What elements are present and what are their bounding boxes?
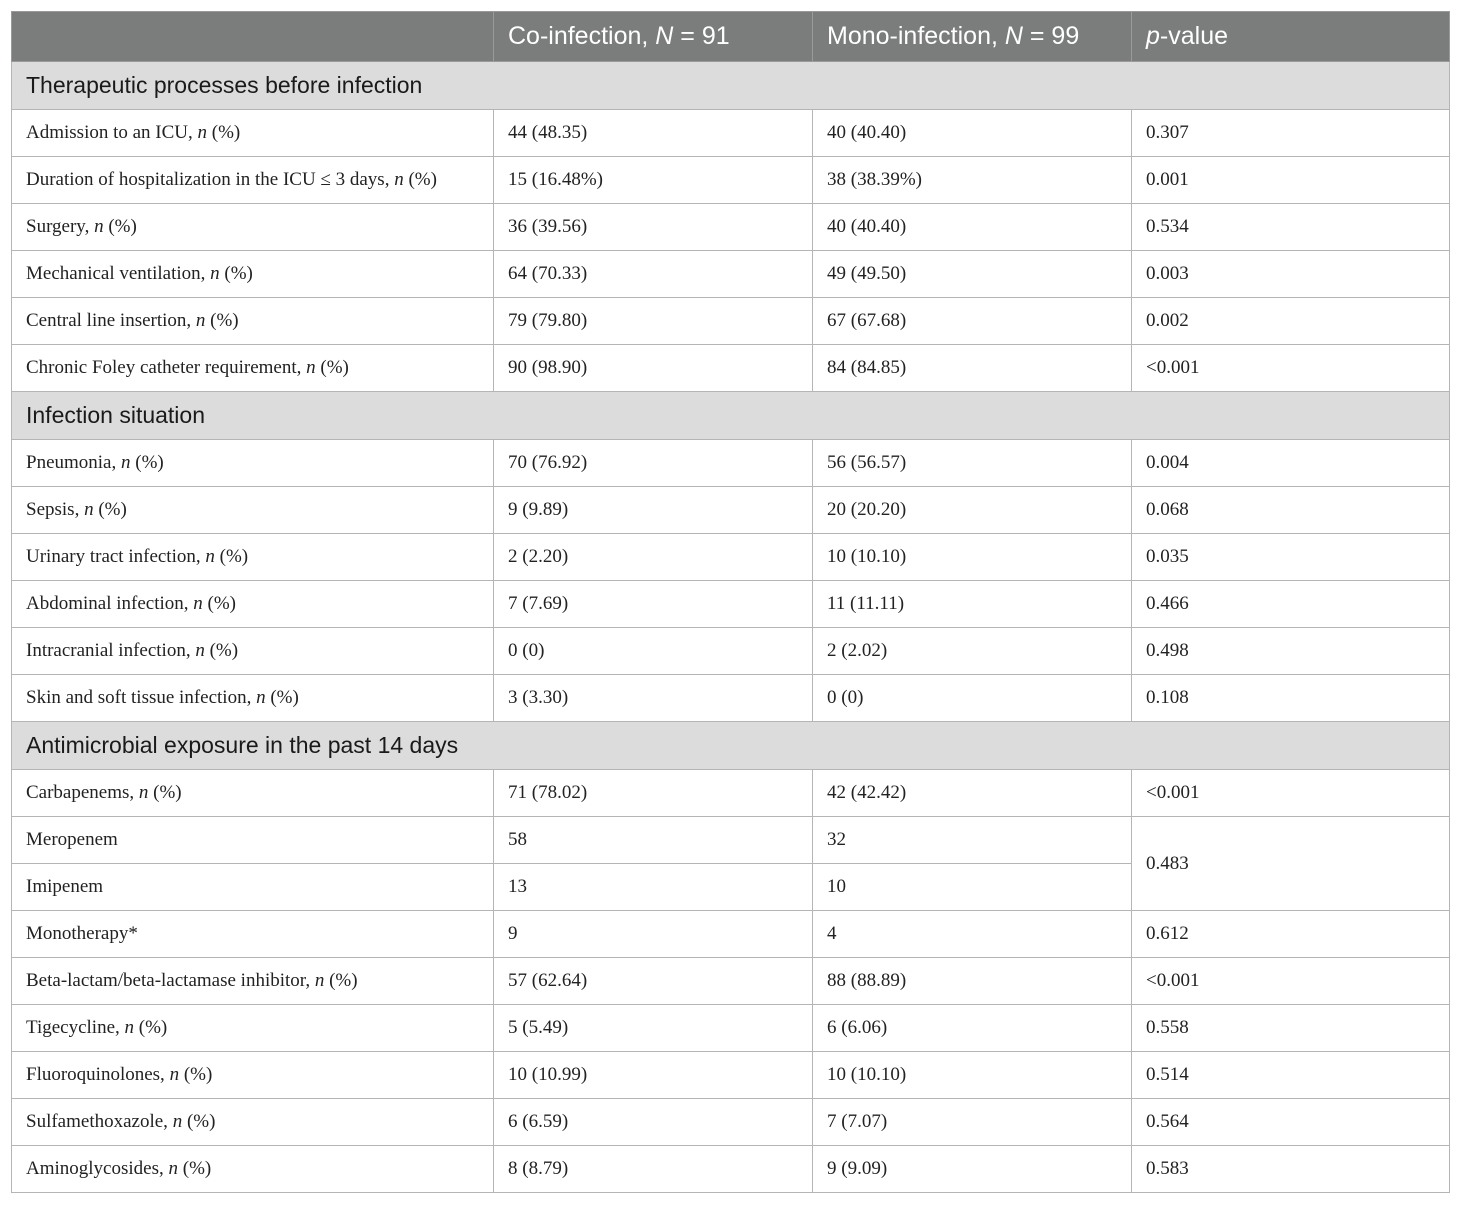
row-label: Carbapenems, n (%) xyxy=(12,770,494,817)
row-label: Intracranial infection, n (%) xyxy=(12,628,494,675)
p-value: <0.001 xyxy=(1132,345,1450,392)
row-label: Mechanical ventilation, n (%) xyxy=(12,251,494,298)
co-infection-value: 57 (62.64) xyxy=(494,958,813,1005)
mono-infection-value: 4 xyxy=(813,911,1132,958)
co-infection-value: 36 (39.56) xyxy=(494,204,813,251)
table-row xyxy=(12,1052,1450,1099)
p-value: 0.003 xyxy=(1132,251,1450,298)
table-row xyxy=(12,440,1450,487)
co-infection-value: 70 (76.92) xyxy=(494,440,813,487)
table-row xyxy=(12,487,1450,534)
table-row xyxy=(12,157,1450,204)
section-row xyxy=(12,722,1450,770)
p-value: 0.001 xyxy=(1132,157,1450,204)
row-label: Sulfamethoxazole, n (%) xyxy=(12,1099,494,1146)
co-infection-value: 13 xyxy=(494,864,813,911)
mono-infection-value: 67 (67.68) xyxy=(813,298,1132,345)
mono-infection-value: 40 (40.40) xyxy=(813,204,1132,251)
co-infection-value: 58 xyxy=(494,817,813,864)
row-label: Beta-lactam/beta-lactamase inhibitor, n (%) xyxy=(12,958,494,1005)
section-title: Infection situation xyxy=(12,392,1450,440)
p-value: 0.534 xyxy=(1132,204,1450,251)
table-row xyxy=(12,675,1450,722)
co-infection-value: 79 (79.80) xyxy=(494,298,813,345)
p-value: 0.498 xyxy=(1132,628,1450,675)
row-label: Central line insertion, n (%) xyxy=(12,298,494,345)
p-value: 0.564 xyxy=(1132,1099,1450,1146)
table-row xyxy=(12,110,1450,157)
section-row xyxy=(12,392,1450,440)
co-infection-value: 6 (6.59) xyxy=(494,1099,813,1146)
row-label: Monotherapy* xyxy=(12,911,494,958)
table-row xyxy=(12,345,1450,392)
co-infection-value: 64 (70.33) xyxy=(494,251,813,298)
row-label: Sepsis, n (%) xyxy=(12,487,494,534)
p-value: 0.612 xyxy=(1132,911,1450,958)
p-value: <0.001 xyxy=(1132,770,1450,817)
co-infection-value: 8 (8.79) xyxy=(494,1146,813,1193)
co-infection-value: 0 (0) xyxy=(494,628,813,675)
row-label: Tigecycline, n (%) xyxy=(12,1005,494,1052)
p-value: 0.002 xyxy=(1132,298,1450,345)
p-value: 0.583 xyxy=(1132,1146,1450,1193)
mono-infection-value: 40 (40.40) xyxy=(813,110,1132,157)
row-label: Meropenem xyxy=(12,817,494,864)
p-value: 0.068 xyxy=(1132,487,1450,534)
mono-infection-value: 88 (88.89) xyxy=(813,958,1132,1005)
row-label: Chronic Foley catheter requirement, n (%) xyxy=(12,345,494,392)
co-infection-value: 5 (5.49) xyxy=(494,1005,813,1052)
co-infection-value: 90 (98.90) xyxy=(494,345,813,392)
section-row xyxy=(12,62,1450,110)
header-co-infection: Co-infection, N = 91 xyxy=(494,12,813,62)
mono-infection-value: 0 (0) xyxy=(813,675,1132,722)
table-row xyxy=(12,581,1450,628)
co-infection-value: 44 (48.35) xyxy=(494,110,813,157)
p-value: 0.004 xyxy=(1132,440,1450,487)
table-row xyxy=(12,251,1450,298)
mono-infection-value: 2 (2.02) xyxy=(813,628,1132,675)
table-row xyxy=(12,911,1450,958)
table-row xyxy=(12,817,1450,864)
mono-infection-value: 7 (7.07) xyxy=(813,1099,1132,1146)
mono-infection-value: 9 (9.09) xyxy=(813,1146,1132,1193)
row-label: Surgery, n (%) xyxy=(12,204,494,251)
row-label: Pneumonia, n (%) xyxy=(12,440,494,487)
row-label: Abdominal infection, n (%) xyxy=(12,581,494,628)
mono-infection-value: 42 (42.42) xyxy=(813,770,1132,817)
mono-infection-value: 10 (10.10) xyxy=(813,534,1132,581)
mono-infection-value: 56 (56.57) xyxy=(813,440,1132,487)
mono-infection-value: 10 (10.10) xyxy=(813,1052,1132,1099)
p-value: 0.307 xyxy=(1132,110,1450,157)
section-title: Antimicrobial exposure in the past 14 days xyxy=(12,722,1450,770)
mono-infection-value: 11 (11.11) xyxy=(813,581,1132,628)
header-mono-infection: Mono-infection, N = 99 xyxy=(813,12,1132,62)
co-infection-value: 15 (16.48%) xyxy=(494,157,813,204)
p-value: 0.558 xyxy=(1132,1005,1450,1052)
co-infection-value: 9 (9.89) xyxy=(494,487,813,534)
table-row xyxy=(12,770,1450,817)
p-value: 0.035 xyxy=(1132,534,1450,581)
table-row xyxy=(12,298,1450,345)
header-p-value: p-value xyxy=(1132,12,1450,62)
table-row xyxy=(12,534,1450,581)
row-label: Imipenem xyxy=(12,864,494,911)
table-row xyxy=(12,204,1450,251)
p-value: <0.001 xyxy=(1132,958,1450,1005)
p-value: 0.466 xyxy=(1132,581,1450,628)
row-label: Skin and soft tissue infection, n (%) xyxy=(12,675,494,722)
mono-infection-value: 10 xyxy=(813,864,1132,911)
co-infection-value: 2 (2.20) xyxy=(494,534,813,581)
co-infection-value: 9 xyxy=(494,911,813,958)
data-table xyxy=(11,11,1450,1193)
mono-infection-value: 49 (49.50) xyxy=(813,251,1132,298)
table-row xyxy=(12,958,1450,1005)
row-label: Duration of hospitalization in the ICU ≤ 3 days, n (%) xyxy=(12,157,494,204)
header-blank xyxy=(12,12,494,62)
mono-infection-value: 6 (6.06) xyxy=(813,1005,1132,1052)
section-title: Therapeutic processes before infection xyxy=(12,62,1450,110)
co-infection-value: 71 (78.02) xyxy=(494,770,813,817)
mono-infection-value: 20 (20.20) xyxy=(813,487,1132,534)
table-row xyxy=(12,1005,1450,1052)
row-label: Admission to an ICU, n (%) xyxy=(12,110,494,157)
p-value: 0.483 xyxy=(1132,817,1450,911)
mono-infection-value: 84 (84.85) xyxy=(813,345,1132,392)
table-row xyxy=(12,1146,1450,1193)
header-row xyxy=(12,12,1450,62)
co-infection-value: 3 (3.30) xyxy=(494,675,813,722)
table-row xyxy=(12,628,1450,675)
row-label: Fluoroquinolones, n (%) xyxy=(12,1052,494,1099)
table-row xyxy=(12,1099,1450,1146)
co-infection-value: 10 (10.99) xyxy=(494,1052,813,1099)
mono-infection-value: 38 (38.39%) xyxy=(813,157,1132,204)
row-label: Urinary tract infection, n (%) xyxy=(12,534,494,581)
p-value: 0.514 xyxy=(1132,1052,1450,1099)
row-label: Aminoglycosides, n (%) xyxy=(12,1146,494,1193)
mono-infection-value: 32 xyxy=(813,817,1132,864)
co-infection-value: 7 (7.69) xyxy=(494,581,813,628)
p-value: 0.108 xyxy=(1132,675,1450,722)
